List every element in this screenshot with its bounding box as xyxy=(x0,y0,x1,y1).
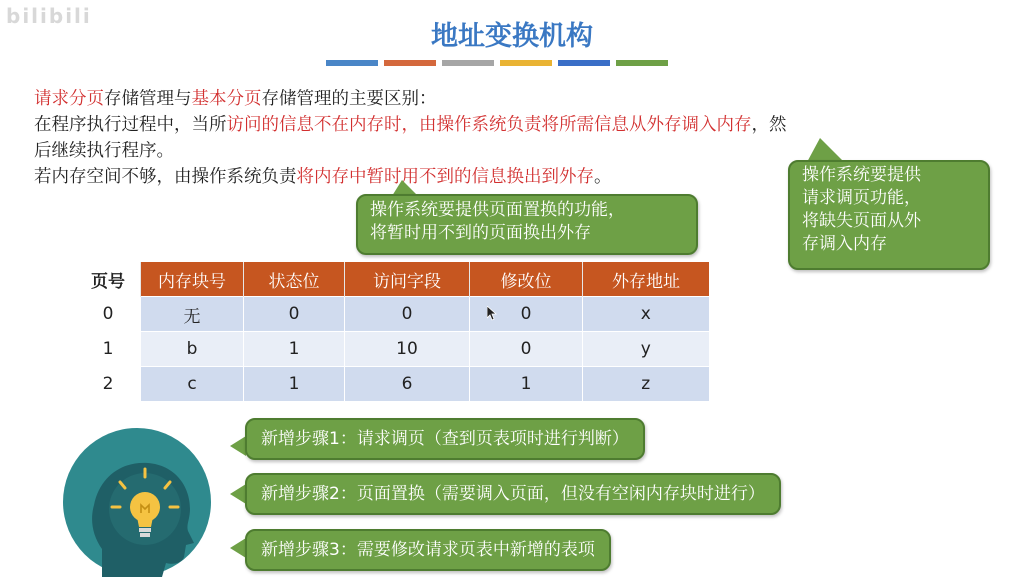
column-header-status-bit: 状态位 xyxy=(244,262,345,297)
title-underline-bar-4 xyxy=(500,60,552,66)
slide-title: 地址变换机构 xyxy=(431,21,593,52)
intro-line-1 xyxy=(34,86,964,112)
intro-text: 若内存空间不够，由操作系统负责 xyxy=(34,167,297,187)
table-row xyxy=(76,367,709,402)
table-cell: 1 xyxy=(244,367,345,402)
request-page-table xyxy=(76,262,710,402)
table-cell: 0 xyxy=(244,297,345,332)
table-cell: c xyxy=(141,367,244,402)
emphasis-text: 将内存中暂时用不到的信息换出到外存 xyxy=(296,167,594,187)
callout-page-replacement xyxy=(356,194,698,255)
column-header-page-number: 页号 xyxy=(76,262,141,297)
page-number: 1 xyxy=(76,332,141,367)
intro-text: 存储管理与 xyxy=(104,89,192,109)
intro-text: ，然 xyxy=(751,115,787,135)
callout-line: 将暂时用不到的页面换出外存 xyxy=(370,223,591,243)
table-cell: x xyxy=(583,297,710,332)
table-cell: 1 xyxy=(470,367,583,402)
callout-line: 将缺失页面从外 xyxy=(802,211,921,231)
table-header-row xyxy=(76,262,709,297)
table-cell: z xyxy=(583,367,710,402)
table-row xyxy=(76,332,709,367)
column-header-external-address: 外存地址 xyxy=(583,262,710,297)
table-cell: b xyxy=(141,332,244,367)
head-lightbulb-icon xyxy=(62,427,212,577)
step-3-callout: 新增步骤3：需要修改请求页表中新增的表项 xyxy=(245,529,611,571)
bilibili-watermark: bilibili xyxy=(6,4,92,28)
title-underline-bar-2 xyxy=(384,60,436,66)
step-pointer xyxy=(230,538,246,558)
table-cell: 无 xyxy=(141,297,244,332)
mouse-cursor-icon xyxy=(487,306,497,325)
callout-line: 存调入内存 xyxy=(802,234,887,254)
table-cell: 0 xyxy=(345,297,470,332)
column-header-modify-bit: 修改位 xyxy=(470,262,583,297)
table-cell: y xyxy=(583,332,710,367)
step-pointer xyxy=(230,436,246,456)
table-cell: 6 xyxy=(345,367,470,402)
column-header-access-field: 访问字段 xyxy=(345,262,470,297)
intro-text: 存储管理的主要区别： xyxy=(261,89,437,109)
callout-line: 请求调页功能， xyxy=(802,188,921,208)
term-basic-paging: 基本分页 xyxy=(191,89,262,109)
callout-line: 操作系统要提供页面置换的功能， xyxy=(370,200,625,220)
callout-line: 操作系统要提供 xyxy=(802,165,921,185)
intro-line-3: 后继续执行程序。 xyxy=(34,141,174,161)
title-underline-bar-1 xyxy=(326,60,378,66)
intro-text: 在程序执行过程中，当所 xyxy=(34,115,227,135)
page-number: 0 xyxy=(76,297,141,332)
table-row xyxy=(76,297,709,332)
table-cell: 0 xyxy=(470,297,583,332)
table-cell: 10 xyxy=(345,332,470,367)
page-number: 2 xyxy=(76,367,141,402)
title-underline-bar-3 xyxy=(442,60,494,66)
intro-text: 。 xyxy=(594,167,612,187)
step-1-callout: 新增步骤1：请求调页（查到页表项时进行判断） xyxy=(245,418,645,460)
title-underline-bar-6 xyxy=(616,60,668,66)
intro-line-2 xyxy=(34,112,964,138)
term-demand-paging: 请求分页 xyxy=(34,89,104,109)
emphasis-text: 访问的信息不在内存时，由操作系统负责将所需信息从外存调入内存 xyxy=(226,115,752,135)
step-2-callout: 新增步骤2：页面置换（需要调入页面，但没有空闲内存块时进行） xyxy=(245,473,781,515)
title-underline-bar-5 xyxy=(558,60,610,66)
callout-request-paging xyxy=(788,160,990,270)
table-cell: 1 xyxy=(244,332,345,367)
column-header-memory-block: 内存块号 xyxy=(141,262,244,297)
table-cell: 0 xyxy=(470,332,583,367)
step-pointer xyxy=(230,484,246,504)
